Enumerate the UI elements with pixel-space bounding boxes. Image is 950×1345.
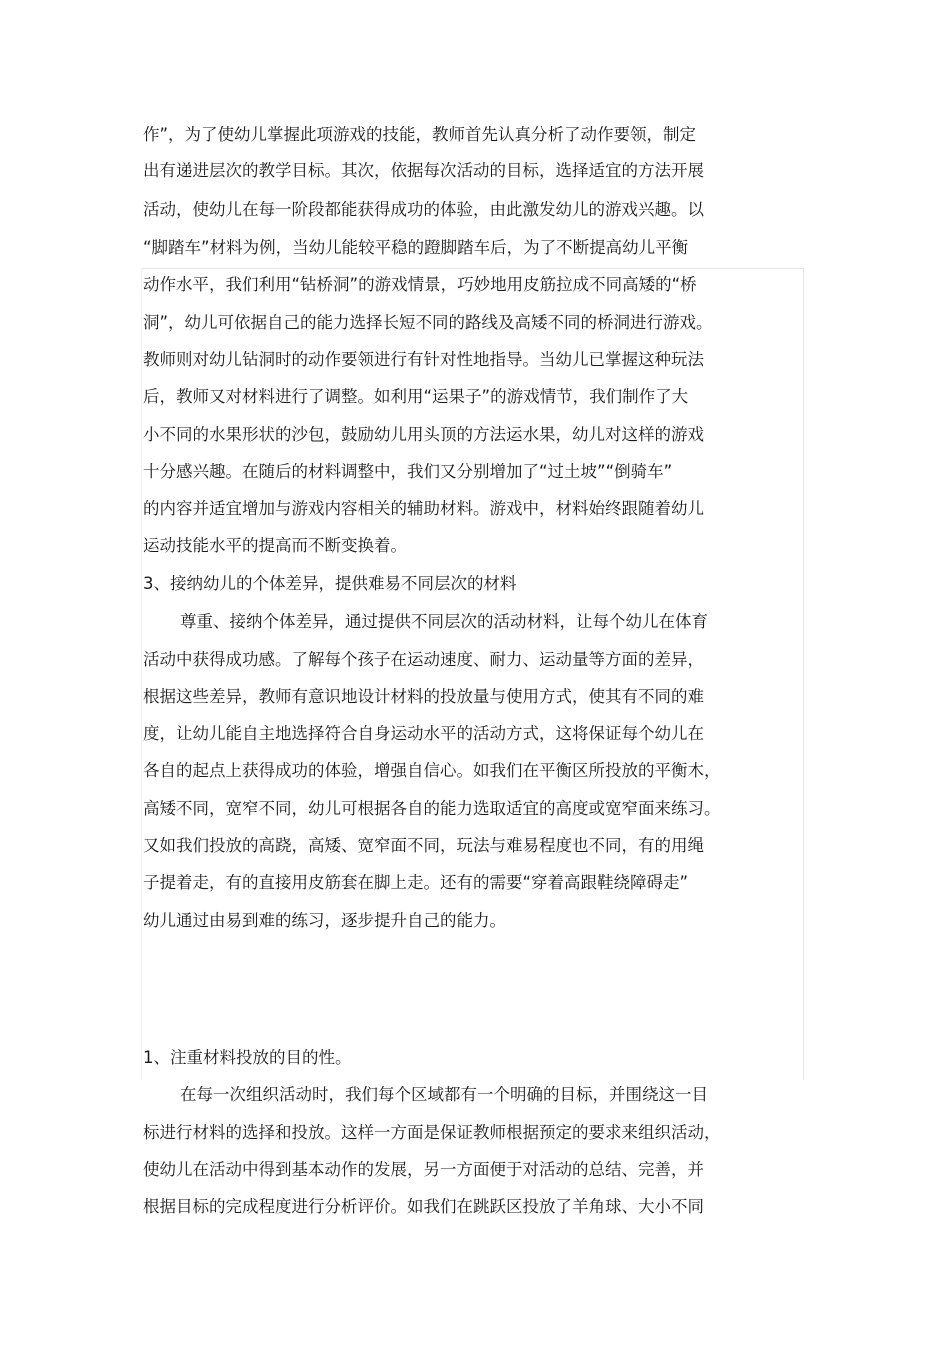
text-line: 标进行材料的选择和投放。这样一方面是保证教师根据预定的要求来组织活动， <box>143 1123 721 1142</box>
text-line: 子提着走，有的直接用皮筋套在脚上走。还有的需要“穿着高跟鞋绕障碍走” <box>143 873 689 892</box>
section-heading: 3、接纳幼儿的个体差异，提供难易不同层次的材料 <box>143 574 517 593</box>
text-line: 使幼儿在活动中得到基本动作的发展，另一方面便于对活动的总结、完善，并 <box>143 1160 704 1179</box>
text-line: 又如我们投放的高跷，高矮、宽窄面不同，玩法与难易程度也不同，有的用绳 <box>143 836 704 855</box>
text-line: 出有递进层次的教学目标。其次，依据每次活动的目标，选择适宜的方法开展 <box>143 161 704 180</box>
text-line: 后，教师又对材料进行了调整。如利用“运果子”的游戏情节，我们制作了大 <box>143 387 689 406</box>
text-line: 作”，为了使幼儿掌握此项游戏的技能，教师首先认真分析了动作要领，制定 <box>143 125 697 144</box>
text-line: 各自的起点上获得成功的体验，增强自信心。如我们在平衡区所投放的平衡木， <box>143 761 721 780</box>
text-line: 根据目标的完成程度进行分析评价。如我们在跳跃区投放了羊角球、大小不同 <box>143 1197 704 1216</box>
text-line: 在每一次组织活动时，我们每个区域都有一个明确的目标，并围绕这一目 <box>180 1085 708 1104</box>
text-line: 度，让幼儿能自主地选择符合自身运动水平的活动方式，这将保证每个幼儿在 <box>143 724 704 743</box>
text-line: 幼儿通过由易到难的练习，逐步提升自己的能力。 <box>143 911 506 930</box>
page-frame-left-edge <box>141 268 142 1080</box>
text-line: 的内容并适宜增加与游戏内容相关的辅助材料。游戏中，材料始终跟随着幼儿 <box>143 499 704 518</box>
text-line: 教师则对幼儿钻洞时的动作要领进行有针对性地指导。当幼儿已掌握这种玩法 <box>143 350 704 369</box>
text-line: 小不同的水果形状的沙包，鼓励幼儿用头顶的方法运水果，幼儿对这样的游戏 <box>143 425 704 444</box>
text-line: “脚踏车”材料为例，当幼儿能较平稳的蹬脚踏车后，为了不断提高幼儿平衡 <box>143 238 689 257</box>
section-heading: 1、注重材料投放的目的性。 <box>143 1048 352 1067</box>
text-line: 运动技能水平的提高而不断变换着。 <box>143 536 407 555</box>
text-line: 洞”，幼儿可依据自己的能力选择长短不同的路线及高矮不同的桥洞进行游戏。 <box>143 313 713 332</box>
text-line: 活动中获得成功感。了解每个孩子在运动速度、耐力、运动量等方面的差异， <box>143 650 704 669</box>
text-line: 尊重、接纳个体差异，通过提供不同层次的活动材料，让每个幼儿在体育 <box>180 612 708 631</box>
text-line: 高矮不同，宽窄不同，幼儿可根据各自的能力选取适宜的高度或宽窄面来练习。 <box>143 799 721 818</box>
text-line: 动作水平，我们利用“钻桥洞”的游戏情景，巧妙地用皮筋拉成不同高矮的“桥 <box>143 275 697 294</box>
text-line: 根据这些差异，教师有意识地设计材料的投放量与使用方式，使其有不同的难 <box>143 687 704 706</box>
text-line: 十分感兴趣。在随后的材料调整中，我们又分别增加了“过土坡”“倒骑车” <box>143 462 673 481</box>
text-line: 活动，使幼儿在每一阶段都能获得成功的体验，由此激发幼儿的游戏兴趣。以 <box>143 200 704 219</box>
